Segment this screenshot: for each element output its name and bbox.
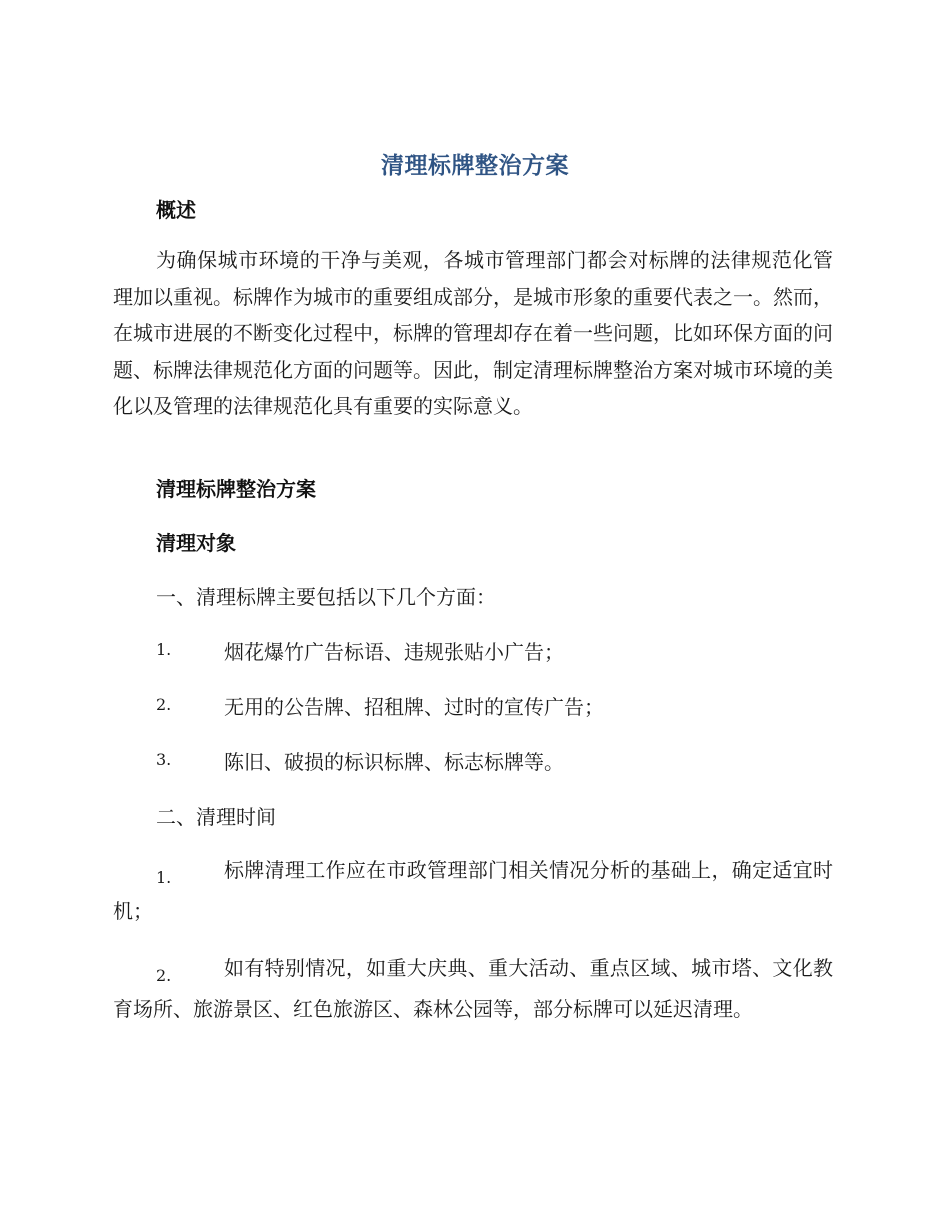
list-item-text: 烟花爆竹广告标语、违规张贴小广告； [224, 640, 564, 664]
document-title: 清理标牌整治方案 [381, 153, 569, 179]
list-item-text: 无用的公告牌、招租牌、过时的宣传广告； [224, 695, 604, 719]
list-item-text: 如有特别情况，如重大庆典、重大活动、重点区域、城市塔、文化教育场所、旅游景区、红色旅游区、森林公园等，部分标牌可以延迟清理。 [113, 956, 833, 1021]
list-item [113, 850, 833, 932]
plan-heading: 清理标牌整治方案 [156, 477, 316, 501]
overview-paragraph: 为确保城市环境的干净与美观，各城市管理部门都会对标牌的法律规范化管理加以重视。标牌作为城市的重要组成部分，是城市形象的重要代表之一。然而，在城市进展的不断变化过程中，标牌的管理却存在着一些问题，比如环保方面的问题、标牌法律规范化方面的问题等。因此，制定清理标牌整治方案对城市环境的美化以及管理的法律规范化具有重要的实际意义。 [113, 248, 833, 418]
list-item-number: 2. [156, 695, 172, 714]
list-item-text: 标牌清理工作应在市政管理部门相关情况分析的基础上，确定适宜时机； [113, 858, 833, 923]
list-item-number: 2. [156, 966, 172, 985]
list-item-number: 1. [156, 640, 172, 659]
list-item-number: 3. [156, 750, 172, 769]
section2-title: 二、清理时间 [156, 805, 276, 829]
list-item [113, 948, 833, 1030]
section1-title: 一、清理标牌主要包括以下几个方面： [156, 585, 496, 609]
overview-heading: 概述 [156, 198, 196, 222]
list-item-text: 陈旧、破损的标识标牌、标志标牌等。 [224, 750, 564, 774]
target-heading: 清理对象 [156, 531, 236, 555]
list-item-number: 1. [156, 868, 172, 887]
